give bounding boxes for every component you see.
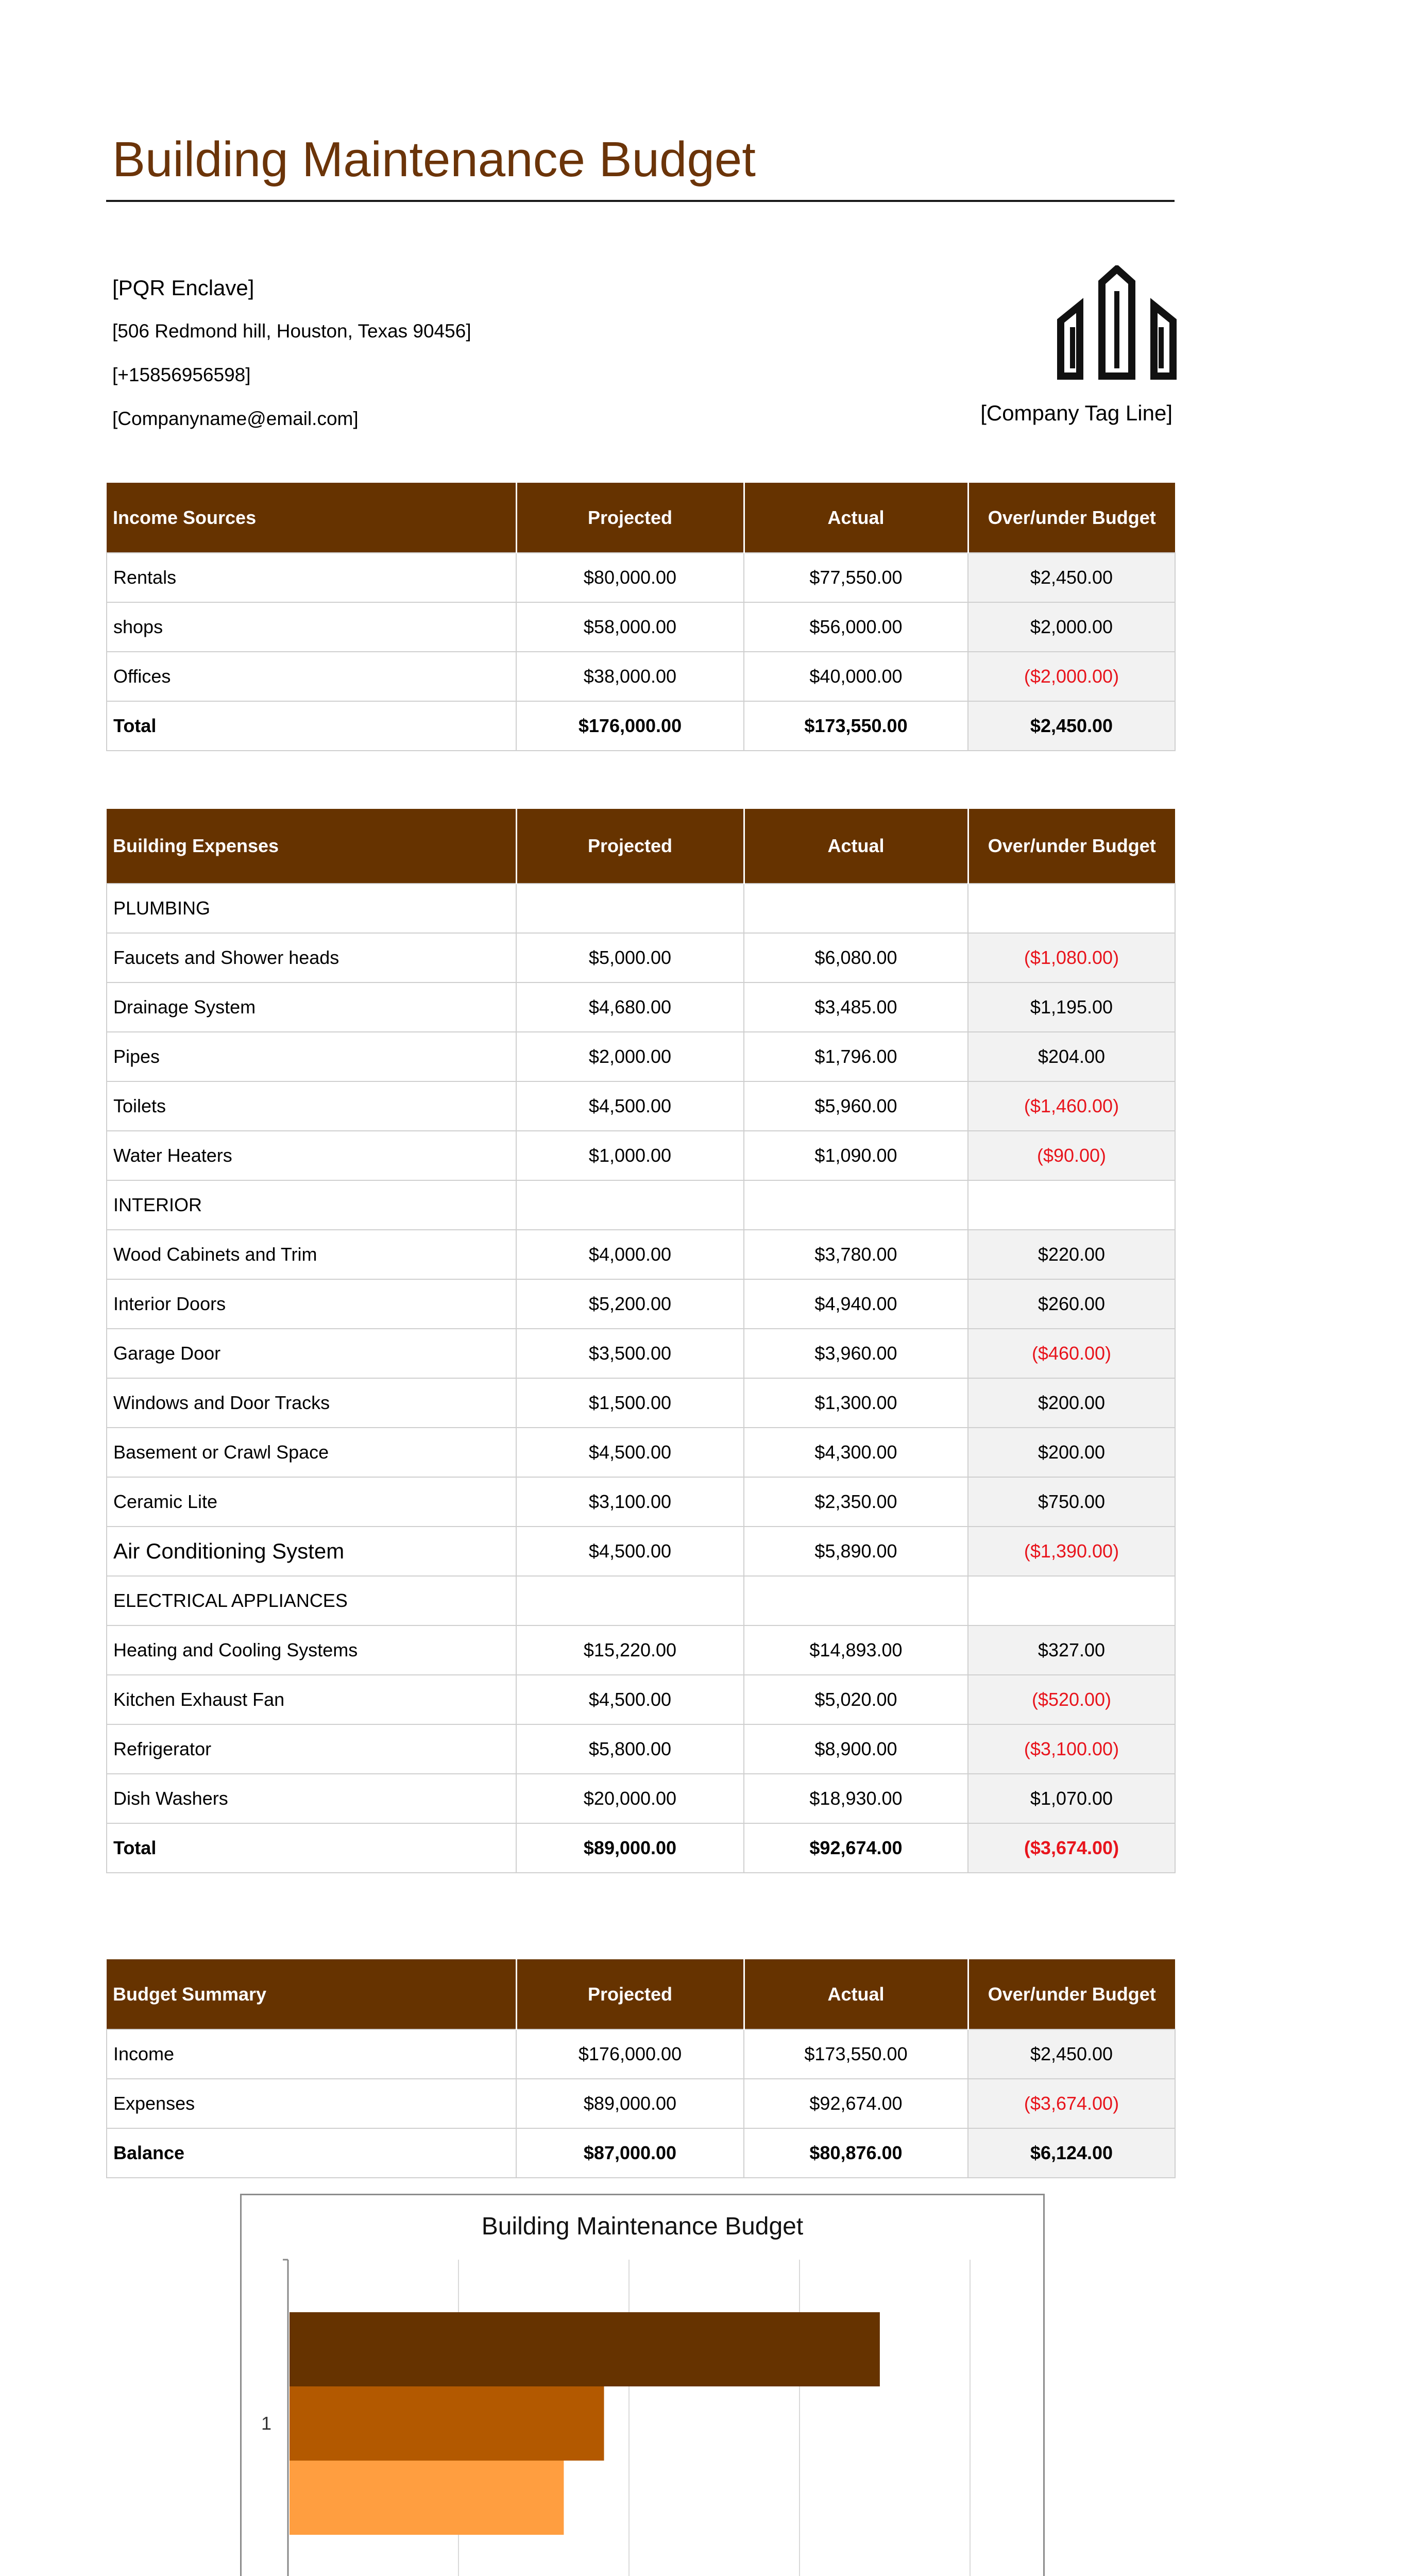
row-projected: $5,000.00 — [516, 933, 744, 982]
row-variance: $2,450.00 — [968, 701, 1175, 751]
table-row — [107, 553, 1175, 602]
empty-cell — [968, 884, 1175, 933]
row-label: Windows and Door Tracks — [107, 1378, 516, 1428]
table-row — [107, 1329, 1175, 1378]
table-row — [107, 1774, 1175, 1823]
income-header-variance: Over/under Budget — [968, 483, 1175, 553]
row-variance: $2,000.00 — [968, 602, 1175, 652]
table-row — [107, 1378, 1175, 1428]
row-projected: $4,000.00 — [516, 1230, 744, 1279]
row-variance: $200.00 — [968, 1428, 1175, 1477]
row-label: Wood Cabinets and Trim — [107, 1230, 516, 1279]
row-variance: ($1,080.00) — [968, 933, 1175, 982]
company-address: [506 Redmond hill, Houston, Texas 90456] — [112, 320, 471, 342]
row-label: Air Conditioning System — [107, 1527, 516, 1576]
row-actual: $4,300.00 — [744, 1428, 968, 1477]
row-projected: $4,680.00 — [516, 982, 744, 1032]
row-label: Total — [107, 1823, 516, 1873]
row-actual: $80,876.00 — [744, 2128, 968, 2178]
expenses-header-actual: Actual — [744, 809, 968, 884]
row-actual: $18,930.00 — [744, 1774, 968, 1823]
row-projected: $1,000.00 — [516, 1131, 744, 1180]
table-row — [107, 1625, 1175, 1675]
row-projected: $4,500.00 — [516, 1428, 744, 1477]
row-label: Total — [107, 701, 516, 751]
bar-series-2 — [290, 2386, 604, 2461]
summary-header-projected: Projected — [516, 1959, 744, 2029]
row-label: Balance — [107, 2128, 516, 2178]
table-row — [107, 1081, 1175, 1131]
empty-cell — [744, 884, 968, 933]
title-divider — [106, 200, 1175, 202]
row-variance: $1,195.00 — [968, 982, 1175, 1032]
row-variance: $2,450.00 — [968, 2029, 1175, 2079]
row-variance: ($1,460.00) — [968, 1081, 1175, 1131]
income-header-source: Income Sources — [107, 483, 516, 553]
row-actual: $1,300.00 — [744, 1378, 968, 1428]
row-variance: ($460.00) — [968, 1329, 1175, 1378]
chart-canvas — [242, 2195, 1043, 2576]
table-row — [107, 1032, 1175, 1081]
row-variance: $327.00 — [968, 1625, 1175, 1675]
income-total-row — [107, 701, 1175, 751]
income-table — [106, 483, 1176, 751]
row-label: Rentals — [107, 553, 516, 602]
row-projected: $89,000.00 — [516, 2079, 744, 2128]
row-projected: $15,220.00 — [516, 1625, 744, 1675]
company-phone: [+15856956598] — [112, 364, 251, 385]
row-actual: $14,893.00 — [744, 1625, 968, 1675]
row-label: Garage Door — [107, 1329, 516, 1378]
empty-cell — [744, 1576, 968, 1625]
company-name: [PQR Enclave] — [112, 276, 254, 300]
row-actual: $1,090.00 — [744, 1131, 968, 1180]
table-row — [107, 2079, 1175, 2128]
row-variance: $6,124.00 — [968, 2128, 1175, 2178]
table-row — [107, 1724, 1175, 1774]
row-variance: $2,450.00 — [968, 553, 1175, 602]
bar-series-3 — [290, 2461, 564, 2535]
row-label: Refrigerator — [107, 1724, 516, 1774]
row-actual: $5,890.00 — [744, 1527, 968, 1576]
expenses-header-variance: Over/under Budget — [968, 809, 1175, 884]
table-row — [107, 1675, 1175, 1724]
table-row — [107, 933, 1175, 982]
table-row — [107, 602, 1175, 652]
row-projected: $89,000.00 — [516, 1823, 744, 1873]
expenses-header-row — [107, 809, 1175, 884]
page-title: Building Maintenance Budget — [112, 132, 756, 187]
row-projected: $4,500.00 — [516, 1527, 744, 1576]
row-actual: $92,674.00 — [744, 2079, 968, 2128]
empty-cell — [516, 1180, 744, 1230]
row-actual: $5,020.00 — [744, 1675, 968, 1724]
summary-balance-row — [107, 2128, 1175, 2178]
summary-header-label: Budget Summary — [107, 1959, 516, 2029]
table-row — [107, 1428, 1175, 1477]
row-projected: $87,000.00 — [516, 2128, 744, 2178]
row-variance: $204.00 — [968, 1032, 1175, 1081]
row-actual: $173,550.00 — [744, 2029, 968, 2079]
table-row — [107, 1131, 1175, 1180]
row-variance: $750.00 — [968, 1477, 1175, 1527]
expenses-total-row — [107, 1823, 1175, 1873]
income-header-row — [107, 483, 1175, 553]
section-label: PLUMBING — [107, 884, 516, 933]
row-actual: $92,674.00 — [744, 1823, 968, 1873]
row-actual: $5,960.00 — [744, 1081, 968, 1131]
row-variance: ($3,100.00) — [968, 1724, 1175, 1774]
table-row — [107, 982, 1175, 1032]
row-variance: ($90.00) — [968, 1131, 1175, 1180]
empty-cell — [516, 884, 744, 933]
row-actual: $3,960.00 — [744, 1329, 968, 1378]
table-row — [107, 1477, 1175, 1527]
row-projected: $176,000.00 — [516, 2029, 744, 2079]
row-variance: ($2,000.00) — [968, 652, 1175, 701]
row-variance: ($1,390.00) — [968, 1527, 1175, 1576]
row-actual: $77,550.00 — [744, 553, 968, 602]
row-label: Kitchen Exhaust Fan — [107, 1675, 516, 1724]
row-variance: ($520.00) — [968, 1675, 1175, 1724]
bar-series-1 — [290, 2312, 880, 2386]
summary-header-row — [107, 1959, 1175, 2029]
row-label: Ceramic Lite — [107, 1477, 516, 1527]
row-actual: $1,796.00 — [744, 1032, 968, 1081]
row-label: Interior Doors — [107, 1279, 516, 1329]
row-label: Toilets — [107, 1081, 516, 1131]
section-label: INTERIOR — [107, 1180, 516, 1230]
section-label: ELECTRICAL APPLIANCES — [107, 1576, 516, 1625]
expenses-table — [106, 809, 1176, 1873]
empty-cell — [516, 1576, 744, 1625]
row-actual: $2,350.00 — [744, 1477, 968, 1527]
company-tagline: [Company Tag Line] — [980, 401, 1172, 425]
row-projected: $5,200.00 — [516, 1279, 744, 1329]
row-projected: $4,500.00 — [516, 1675, 744, 1724]
row-projected: $3,100.00 — [516, 1477, 744, 1527]
row-variance: ($3,674.00) — [968, 2079, 1175, 2128]
row-label: Dish Washers — [107, 1774, 516, 1823]
row-projected: $1,500.00 — [516, 1378, 744, 1428]
row-actual: $4,940.00 — [744, 1279, 968, 1329]
section-header-row — [107, 884, 1175, 933]
section-header-row — [107, 1576, 1175, 1625]
row-projected: $58,000.00 — [516, 602, 744, 652]
row-projected: $2,000.00 — [516, 1032, 744, 1081]
table-row — [107, 652, 1175, 701]
row-variance: $200.00 — [968, 1378, 1175, 1428]
expenses-header-item: Building Expenses — [107, 809, 516, 884]
row-label: Basement or Crawl Space — [107, 1428, 516, 1477]
budget-chart — [240, 2194, 1045, 2576]
empty-cell — [744, 1180, 968, 1230]
table-row — [107, 1527, 1175, 1576]
table-row — [107, 1230, 1175, 1279]
chart-title: Building Maintenance Budget — [481, 2213, 804, 2240]
row-actual: $40,000.00 — [744, 652, 968, 701]
building-logo-icon — [1057, 265, 1177, 380]
summary-header-variance: Over/under Budget — [968, 1959, 1175, 2029]
summary-table — [106, 1959, 1176, 2178]
row-label: Drainage System — [107, 982, 516, 1032]
row-label: Income — [107, 2029, 516, 2079]
section-header-row — [107, 1180, 1175, 1230]
row-actual: $56,000.00 — [744, 602, 968, 652]
row-variance: ($3,674.00) — [968, 1823, 1175, 1873]
row-variance: $220.00 — [968, 1230, 1175, 1279]
row-projected: $20,000.00 — [516, 1774, 744, 1823]
row-projected: $38,000.00 — [516, 652, 744, 701]
row-label: Expenses — [107, 2079, 516, 2128]
row-variance: $260.00 — [968, 1279, 1175, 1329]
row-variance: $1,070.00 — [968, 1774, 1175, 1823]
row-label: Heating and Cooling Systems — [107, 1625, 516, 1675]
table-row — [107, 2029, 1175, 2079]
row-label: shops — [107, 602, 516, 652]
row-projected: $176,000.00 — [516, 701, 744, 751]
table-row — [107, 1279, 1175, 1329]
row-actual: $8,900.00 — [744, 1724, 968, 1774]
empty-cell — [968, 1576, 1175, 1625]
row-label: Faucets and Shower heads — [107, 933, 516, 982]
row-label: Pipes — [107, 1032, 516, 1081]
row-actual: $3,485.00 — [744, 982, 968, 1032]
row-label: Water Heaters — [107, 1131, 516, 1180]
row-actual: $6,080.00 — [744, 933, 968, 982]
company-email: [Companyname@email.com] — [112, 408, 359, 429]
income-header-actual: Actual — [744, 483, 968, 553]
row-actual: $173,550.00 — [744, 701, 968, 751]
row-projected: $4,500.00 — [516, 1081, 744, 1131]
summary-header-actual: Actual — [744, 1959, 968, 2029]
row-projected: $3,500.00 — [516, 1329, 744, 1378]
row-label: Offices — [107, 652, 516, 701]
income-header-projected: Projected — [516, 483, 744, 553]
row-projected: $80,000.00 — [516, 553, 744, 602]
y-category-label: 1 — [261, 2413, 272, 2434]
expenses-header-projected: Projected — [516, 809, 744, 884]
empty-cell — [968, 1180, 1175, 1230]
row-actual: $3,780.00 — [744, 1230, 968, 1279]
row-projected: $5,800.00 — [516, 1724, 744, 1774]
